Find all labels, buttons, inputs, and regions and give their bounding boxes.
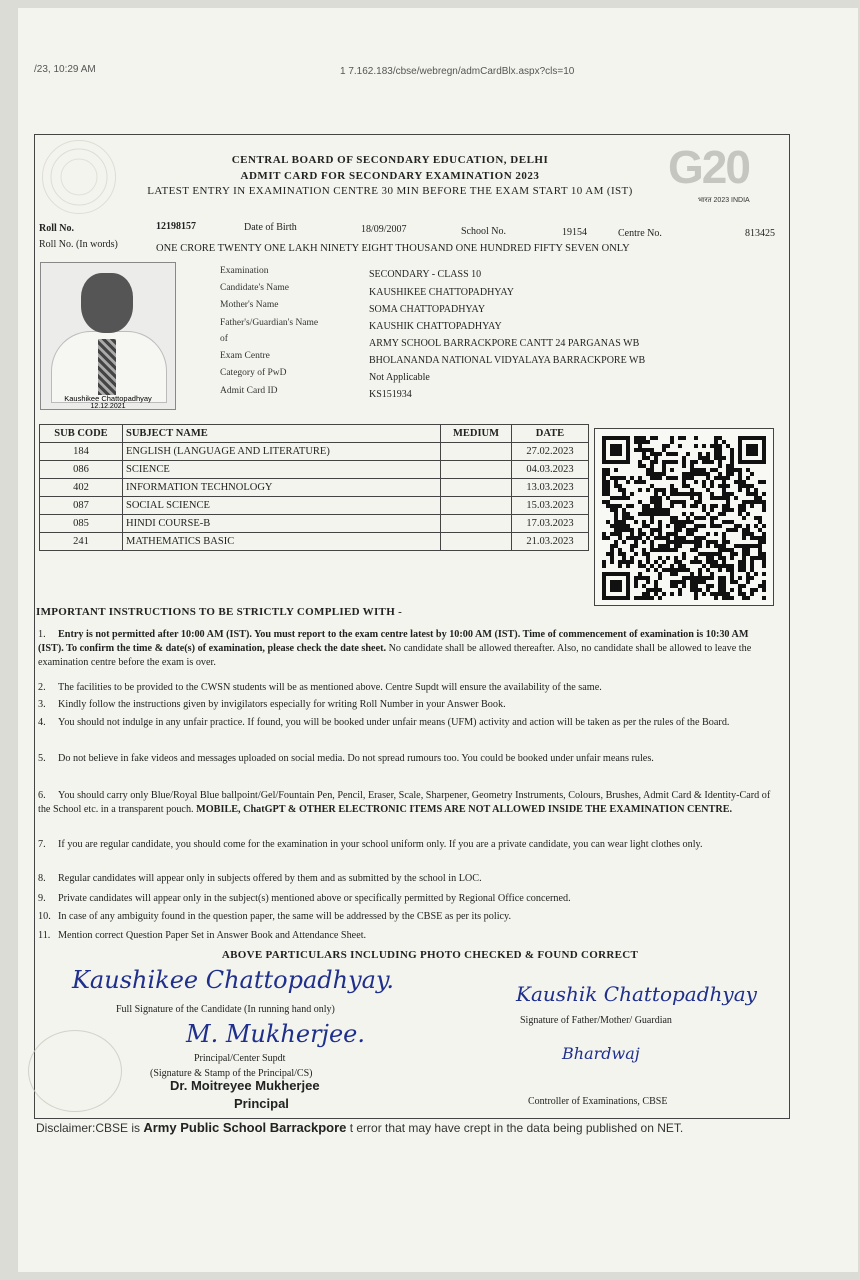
- instruction-item: [38, 752, 773, 766]
- instruction-item: [38, 892, 773, 906]
- cell-medium: [441, 497, 512, 515]
- g20-logo: [668, 140, 778, 214]
- instruction-bold-text: MOBILE, ChatGPT & OTHER ELECTRONIC ITEMS ARE NOT ALLOWED INSIDE THE EXAMINATION CENTRE.: [193, 804, 733, 815]
- roll-words-value: ONE CRORE TWENTY ONE LAKH NINETY EIGHT THOUSAND ONE HUNDRED FIFTY SEVEN ONLY: [156, 243, 630, 254]
- instruction-item: [38, 681, 773, 695]
- detail-value-examination: SECONDARY - CLASS 10: [369, 269, 482, 280]
- cell-subject: SOCIAL SCIENCE: [123, 497, 441, 515]
- instruction-text: Regular candidates will appear only in subjects offered by them and as submitted by the school in LOC.: [58, 873, 482, 884]
- particulars-checked-note: ABOVE PARTICULARS INCLUDING PHOTO CHECKED & FOUND CORRECT: [221, 949, 639, 961]
- dob-label: Date of Birth: [244, 222, 297, 233]
- detail-value-admit-id: KS151934: [369, 389, 412, 400]
- instruction-number: 1.: [38, 629, 46, 640]
- cell-date: 15.03.2023: [512, 497, 589, 515]
- instruction-text: In case of any ambiguity found in the question paper, the same will be addressed by the CBSE as per its policy.: [58, 911, 512, 922]
- cell-medium: [441, 443, 512, 461]
- detail-value-pwd: Not Applicable: [369, 372, 430, 383]
- photo-face: [81, 273, 133, 333]
- instruction-number: 3.: [38, 699, 46, 710]
- cell-subject: HINDI COURSE-B: [123, 515, 441, 533]
- instruction-number: 2.: [38, 682, 46, 693]
- disclaimer: [36, 1120, 683, 1135]
- instruction-text: Kindly follow the instructions given by invigilators especially for writing Roll Number in your Answer Book.: [58, 699, 506, 710]
- cell-date: 27.02.2023: [512, 443, 589, 461]
- cell-date: 21.03.2023: [512, 533, 589, 551]
- candidate-signature: Kaushikee Chattopadhyay.: [72, 966, 394, 994]
- principal-signature: M. Mukherjee.: [186, 1020, 366, 1048]
- stamp-principal-name: Dr. Moitreyee Mukherjee: [170, 1078, 320, 1093]
- school-label: School No.: [461, 226, 506, 237]
- detail-label-father: Father's/Guardian's Name: [220, 318, 319, 328]
- controller-label: Controller of Examinations, CBSE: [528, 1096, 668, 1107]
- cell-code: 085: [40, 515, 123, 533]
- instruction-item: [38, 628, 773, 670]
- table-row: [40, 479, 589, 497]
- detail-label-pwd: Category of PwD: [220, 368, 287, 378]
- stamp-principal-title: Principal: [234, 1096, 289, 1111]
- cell-code: 184: [40, 443, 123, 461]
- instruction-number: 9.: [38, 893, 46, 904]
- instruction-item: [38, 716, 773, 730]
- cell-subject: INFORMATION TECHNOLOGY: [123, 479, 441, 497]
- instruction-item: [38, 789, 773, 817]
- instruction-bold-text: Entry is not permitted after 10:00 AM (IST). You must report to the exam centre latest by 10:00 AM (IST). Time of commencement of examination is 10:30 AM (IST). To confirm the time & date(s) of examination, please check the date sheet.: [38, 629, 749, 654]
- photo-name: Kaushikee Chattopadhyay: [64, 394, 152, 403]
- header-sub-code: SUB CODE: [40, 425, 123, 443]
- cell-medium: [441, 515, 512, 533]
- principal-sublabel: (Signature & Stamp of the Principal/CS): [150, 1068, 313, 1079]
- cell-medium: [441, 461, 512, 479]
- table-row: [40, 533, 589, 551]
- cell-code: 241: [40, 533, 123, 551]
- cell-date: 04.03.2023: [512, 461, 589, 479]
- detail-label-admit-id: Admit Card ID: [220, 386, 278, 396]
- roll-value: 12198157: [156, 221, 196, 232]
- cell-code: 402: [40, 479, 123, 497]
- roll-label: Roll No.: [39, 223, 74, 234]
- candidate-signature-label: Full Signature of the Candidate (In running hand only): [116, 1004, 335, 1015]
- instruction-number: 7.: [38, 839, 46, 850]
- cell-date: 17.03.2023: [512, 515, 589, 533]
- instruction-number: 11.: [38, 930, 51, 941]
- header-date: DATE: [512, 425, 589, 443]
- instruction-item: [38, 838, 773, 852]
- instruction-number: 8.: [38, 873, 46, 884]
- detail-value-mother: SOMA CHATTOPADHYAY: [369, 304, 486, 315]
- cell-code: 087: [40, 497, 123, 515]
- instruction-number: 5.: [38, 753, 46, 764]
- instruction-text: Mention correct Question Paper Set in Answer Book and Attendance Sheet.: [58, 930, 367, 941]
- photo-tie: [98, 339, 116, 395]
- photo-date: 12.12.2021: [90, 403, 126, 410]
- school-value: 19154: [562, 227, 587, 238]
- detail-value-candidate: KAUSHIKEE CHATTOPADHYAY: [369, 287, 514, 298]
- dob-value: 18/09/2007: [361, 224, 407, 235]
- instruction-text: Do not believe in fake videos and messages uploaded on social media. Do not spread rumours too. You could be booked under unfair means rules.: [58, 753, 654, 764]
- instruction-item: [38, 872, 773, 886]
- instruction-text: You should carry only Blue/Royal Blue ballpoint/Gel/Fountain Pen, Pencil, Eraser, Scale, Sharpener, Geometry Instruments, Colours, Brushes, Admit Card & Identity-Card of the School etc. in a transparent pouch.: [38, 790, 771, 815]
- centre-label: Centre No.: [618, 228, 662, 239]
- detail-label-candidate: Candidate's Name: [220, 283, 289, 293]
- table-row: [40, 515, 589, 533]
- instruction-number: 6.: [38, 790, 46, 801]
- principal-label: Principal/Center Supdt: [194, 1053, 286, 1064]
- instruction-item: [38, 929, 773, 943]
- qr-code: [594, 428, 774, 606]
- print-timestamp: /23, 10:29 AM: [34, 64, 96, 75]
- detail-label-of: of: [220, 334, 228, 344]
- table-row: [40, 443, 589, 461]
- cell-subject: ENGLISH (LANGUAGE AND LITERATURE): [123, 443, 441, 461]
- header-subject-name: SUBJECT NAME: [123, 425, 441, 443]
- instruction-text: Private candidates will appear only in the subject(s) mentioned above or specifically permitted by Regional Office concerned.: [58, 893, 571, 904]
- detail-label-centre: Exam Centre: [220, 351, 270, 361]
- instructions-title: IMPORTANT INSTRUCTIONS TO BE STRICTLY COMPLIED WITH -: [36, 606, 403, 618]
- table-header-row: [40, 425, 589, 443]
- instruction-text: If you are regular candidate, you should come for the examination in your school uniform only. If you are a private candidate, you can wear light clothes only.: [58, 839, 703, 850]
- board-title: CENTRAL BOARD OF SECONDARY EDUCATION, DELHI: [231, 154, 549, 166]
- subject-table: [39, 424, 589, 551]
- cell-medium: [441, 479, 512, 497]
- detail-label-examination: Examination: [220, 266, 269, 276]
- instruction-text: The facilities to be provided to the CWSN students will be as mentioned above. Centre Supdt will ensure the availability of the same.: [58, 682, 602, 693]
- print-url: 1 7.162.183/cbse/webregn/admCardBlx.aspx?cls=10: [340, 66, 575, 77]
- detail-label-mother: Mother's Name: [220, 300, 279, 310]
- disclaimer-start: Disclaimer:CBSE is: [36, 1121, 141, 1135]
- cell-code: 086: [40, 461, 123, 479]
- centre-value: 813425: [745, 228, 775, 239]
- stamp-school-name: Army Public School Barrackpore: [143, 1120, 347, 1135]
- roll-words-label: Roll No. (In words): [39, 239, 118, 250]
- instruction-number: 10.: [38, 911, 51, 922]
- detail-value-school: ARMY SCHOOL BARRACKPORE CANTT 24 PARGANAS WB: [369, 338, 640, 349]
- parent-signature: Kaushik Chattopadhyay: [516, 982, 757, 1006]
- instruction-text: You should not indulge in any unfair practice. If found, you will be booked under unfair means (UFM) activity and action will be taken as per the rules of the Board.: [58, 717, 730, 728]
- header-medium: MEDIUM: [441, 425, 512, 443]
- cell-subject: SCIENCE: [123, 461, 441, 479]
- cell-subject: MATHEMATICS BASIC: [123, 533, 441, 551]
- candidate-photo: [40, 262, 176, 410]
- card-title: ADMIT CARD FOR SECONDARY EXAMINATION 2023: [240, 170, 540, 182]
- qr-code-icon: [595, 429, 773, 605]
- cell-date: 13.03.2023: [512, 479, 589, 497]
- parent-signature-label: Signature of Father/Mother/ Guardian: [520, 1015, 672, 1026]
- cell-medium: [441, 533, 512, 551]
- detail-value-father: KAUSHIK CHATTOPADHYAY: [369, 321, 502, 332]
- instruction-item: [38, 910, 773, 924]
- g20-tagline: भारत 2023 INDIA: [698, 197, 750, 204]
- controller-signature: Bhardwaj: [562, 1044, 640, 1063]
- instruction-item: [38, 698, 773, 712]
- g20-logo-text: G20: [668, 141, 749, 193]
- entry-note: LATEST ENTRY IN EXAMINATION CENTRE 30 MIN BEFORE THE EXAM START 10 AM (IST): [147, 185, 633, 197]
- instruction-text: No candidate shall be allowed thereafter. Also, no candidate shall be allowed to leave the examination centre before the exam is over.: [38, 643, 752, 668]
- instruction-number: 4.: [38, 717, 46, 728]
- table-row: [40, 497, 589, 515]
- detail-value-centre: BHOLANANDA NATIONAL VIDYALAYA BARRACKPORE WB: [369, 355, 646, 366]
- school-stamp-icon: [28, 1030, 122, 1112]
- table-row: [40, 461, 589, 479]
- disclaimer-end: t error that may have crept in the data being published on NET.: [349, 1121, 684, 1135]
